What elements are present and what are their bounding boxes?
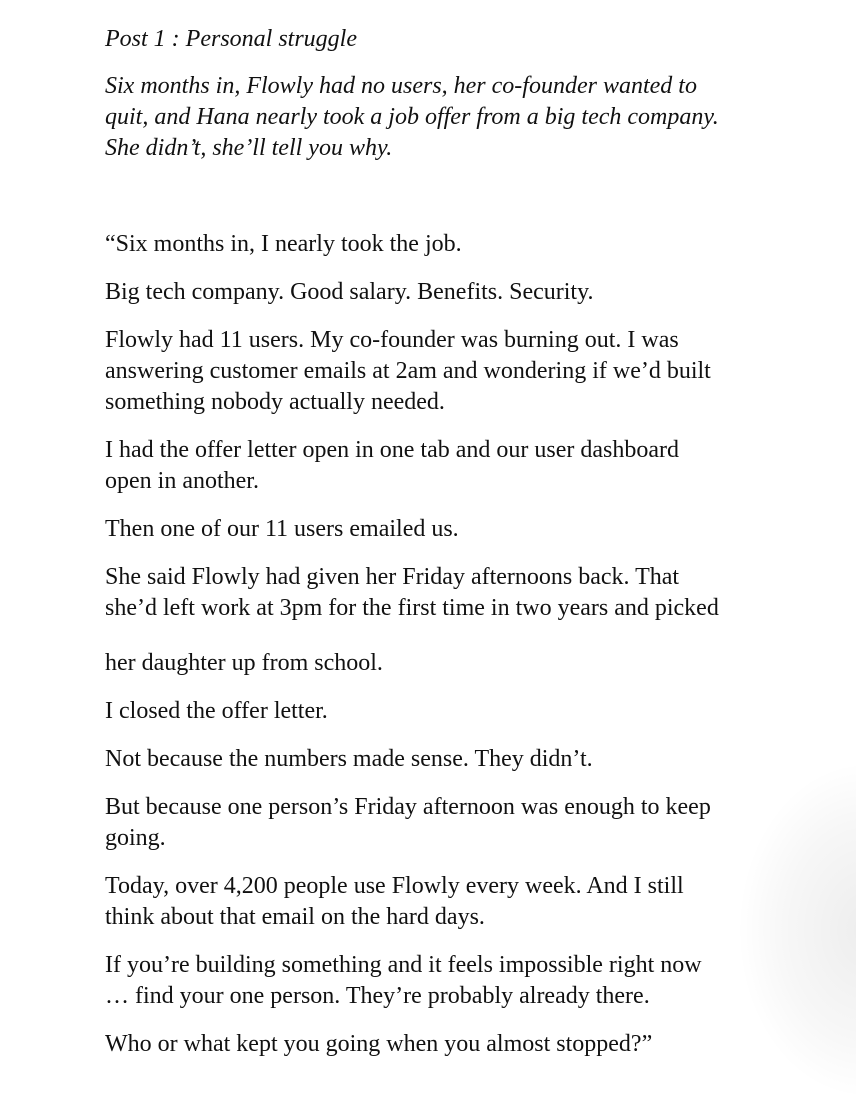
body-line: If you’re building something and it feels impossible right now bbox=[105, 952, 702, 978]
body-line: answering customer emails at 2am and wondering if we’d built bbox=[105, 358, 711, 384]
body-line: But because one person’s Friday afternoon was enough to keep bbox=[105, 794, 711, 820]
body-paragraph bbox=[105, 229, 795, 260]
body-paragraph bbox=[105, 648, 795, 679]
body-paragraph bbox=[105, 435, 795, 497]
body-line: She said Flowly had given her Friday afternoons back. That bbox=[105, 564, 680, 590]
body-line: Who or what kept you going when you almost stopped?” bbox=[105, 1031, 653, 1057]
body-line: Then one of our 11 users emailed us. bbox=[105, 516, 459, 542]
body-line: something nobody actually needed. bbox=[105, 389, 445, 415]
body-line: think about that email on the hard days. bbox=[105, 904, 485, 930]
summary-line: She didn’t, she’ll tell you why. bbox=[105, 135, 393, 161]
body-line: Flowly had 11 users. My co-founder was burning out. I was bbox=[105, 327, 679, 353]
body-line: “Six months in, I nearly took the job. bbox=[105, 231, 462, 257]
post-summary bbox=[105, 71, 805, 164]
body-line: … find your one person. They’re probably already there. bbox=[105, 983, 650, 1009]
body-line: Today, over 4,200 people use Flowly every week. And I still bbox=[105, 873, 684, 899]
body-paragraph bbox=[105, 1029, 795, 1060]
post-header bbox=[105, 24, 805, 164]
summary-line: Six months in, Flowly had no users, her co-founder wanted to bbox=[105, 73, 697, 99]
body-line: she’d left work at 3pm for the first time in two years and picked bbox=[105, 595, 719, 621]
body-paragraph bbox=[105, 277, 795, 308]
body-paragraph bbox=[105, 562, 795, 624]
body-paragraph bbox=[105, 950, 795, 1012]
body-paragraph bbox=[105, 696, 795, 727]
post-body bbox=[105, 229, 795, 1077]
body-paragraph bbox=[105, 514, 795, 545]
body-paragraph bbox=[105, 744, 795, 775]
body-paragraph bbox=[105, 325, 795, 418]
body-line: I had the offer letter open in one tab and our user dashboard bbox=[105, 437, 680, 463]
body-line: open in another. bbox=[105, 468, 259, 494]
body-line: I closed the offer letter. bbox=[105, 698, 328, 724]
body-line: Big tech company. Good salary. Benefits. Security. bbox=[105, 279, 594, 305]
body-line: her daughter up from school. bbox=[105, 650, 383, 676]
body-line: Not because the numbers made sense. They didn’t. bbox=[105, 746, 593, 772]
body-paragraph bbox=[105, 792, 795, 854]
body-paragraph bbox=[105, 871, 795, 933]
post-title: Post 1 : Personal struggle bbox=[105, 26, 357, 52]
summary-line: quit, and Hana nearly took a job offer from a big tech company. bbox=[105, 104, 719, 130]
body-line: going. bbox=[105, 825, 166, 851]
